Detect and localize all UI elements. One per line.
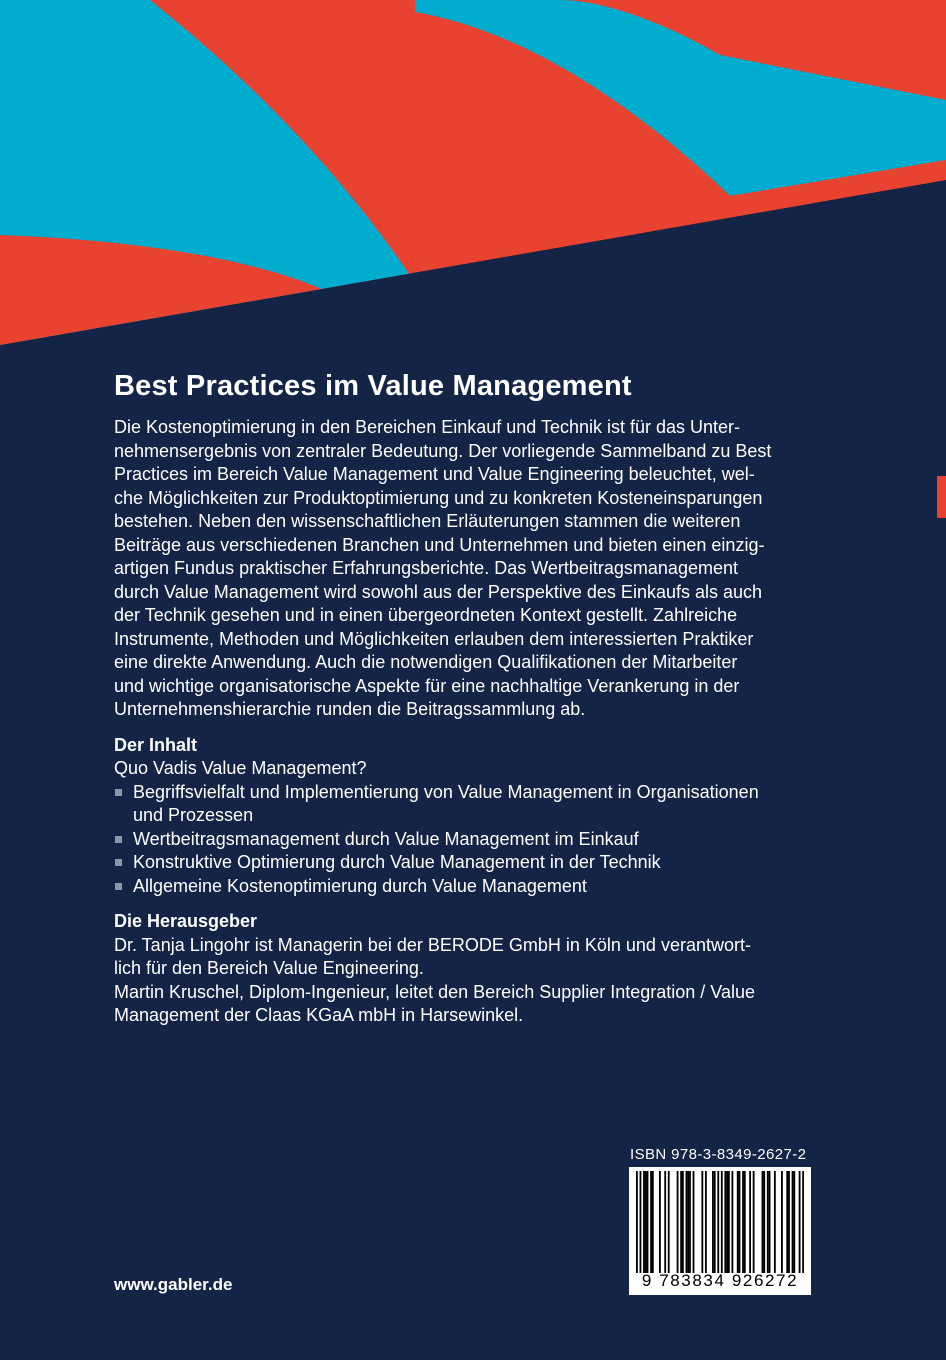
description-line: Die Kostenoptimierung in den Bereichen Einkauf und Technik ist für das Unter- <box>114 417 741 437</box>
barcode-bar <box>726 1171 728 1273</box>
square-bullet-icon <box>115 859 122 866</box>
barcode-bar <box>739 1171 741 1273</box>
description-line: Beiträge aus verschiedenen Branchen und Unternehmen und bieten einen einzig- <box>114 534 765 555</box>
editors-line: lich für den Bereich Value Engineering. <box>114 958 424 978</box>
barcode-bar <box>650 1171 652 1273</box>
barcode-bar <box>717 1171 719 1273</box>
barcode-bar <box>793 1171 795 1273</box>
barcode-bar <box>724 1171 726 1273</box>
barcode <box>629 1167 811 1295</box>
description-line: Instrumente, Methoden und Möglichkeiten erlauben dem interessierten Praktiker <box>114 628 754 649</box>
barcode-bar <box>659 1171 661 1273</box>
barcode-bar <box>749 1171 751 1273</box>
barcode-bar <box>737 1171 739 1273</box>
contents-item-text: Allgemeine Kostenoptimierung durch Value Management <box>133 875 587 896</box>
contents-list <box>114 781 814 899</box>
editors-line: Martin Kruschel, Diplom-Ingenieur, leitet den Bereich Supplier Integration / Value <box>114 981 756 1002</box>
contents-item-text: Konstruktive Optimierung durch Value Management in der Technik <box>133 852 661 872</box>
barcode-bar <box>744 1171 746 1273</box>
barcode-bar <box>792 1171 794 1273</box>
contents-item <box>114 781 814 828</box>
barcode-bar <box>686 1171 688 1273</box>
square-bullet-icon <box>115 836 122 843</box>
barcode-bar <box>728 1171 730 1273</box>
barcode-bar <box>712 1171 714 1273</box>
book-title: Best Practices im Value Management <box>114 370 632 402</box>
square-bullet-icon <box>115 789 122 796</box>
barcode-bar <box>705 1171 707 1273</box>
barcode-bar <box>680 1171 682 1273</box>
description-paragraph <box>114 416 814 722</box>
side-accent-tab <box>937 476 946 518</box>
description-line: nehmensergebnis von zentraler Bedeutung. Der vorliegende Sammelband zu Best <box>114 440 772 461</box>
barcode-bar <box>689 1171 691 1273</box>
contents-item <box>114 875 814 899</box>
editors-line: Dr. Tanja Lingohr ist Managerin bei der BERODE GmbH in Köln und verantwort- <box>114 934 751 955</box>
description-line: artigen Fundus praktischer Erfahrungsberichte. Das Wertbeitragsmanagement <box>114 558 738 578</box>
barcode-bar <box>781 1171 783 1273</box>
description-line: der Technik gesehen und in einen übergeordneten Kontext gestellt. Zahlreiche <box>114 605 738 625</box>
barcode-bar <box>742 1171 744 1273</box>
square-bullet-icon <box>115 883 122 890</box>
barcode-bar <box>714 1171 716 1273</box>
barcode-bar <box>774 1171 776 1273</box>
barcode-bar <box>788 1171 790 1273</box>
barcode-bar <box>677 1171 679 1273</box>
barcode-bar <box>753 1171 755 1273</box>
editors-heading: Die Herausgeber <box>114 911 258 931</box>
contents-intro: Quo Vadis Value Management? <box>114 758 367 778</box>
barcode-bar <box>687 1171 689 1273</box>
barcode-bar <box>693 1171 695 1273</box>
barcode-bar <box>802 1171 804 1273</box>
contents-item <box>114 828 814 852</box>
barcode-bar <box>769 1171 771 1273</box>
cover-art-graphic <box>0 0 946 360</box>
barcode-bar <box>731 1171 733 1273</box>
barcode-bar <box>647 1171 649 1273</box>
barcode-bar <box>664 1171 666 1273</box>
description-line: eine direkte Anwendung. Auch die notwendigen Qualifikationen der Mitarbeiter <box>114 652 738 672</box>
contents-item <box>114 851 814 875</box>
contents-item-text: Begriffsvielfalt und Implementierung von Value Management in Organisationen <box>133 781 759 802</box>
barcode-bar <box>763 1171 765 1273</box>
isbn-label: ISBN 978-3-8349-2627-2 <box>630 1146 807 1163</box>
publisher-website: www.gabler.de <box>114 1275 233 1294</box>
barcode-bar <box>762 1171 764 1273</box>
barcode-bar <box>721 1171 723 1273</box>
barcode-bar <box>652 1171 654 1273</box>
description-line: bestehen. Neben den wissenschaftlichen Erläuterungen stammen die weiteren <box>114 511 741 531</box>
barcode-bar <box>799 1171 801 1273</box>
description-line: Unternehmenshierarchie runden die Beitragssammlung ab. <box>114 699 586 719</box>
editors-text <box>114 934 814 1028</box>
description-line: durch Value Management wird sowohl aus der Perspektive des Einkaufs als auch <box>114 581 763 602</box>
barcode-bar <box>682 1171 684 1273</box>
back-cover-text <box>114 366 814 1028</box>
editors-line: Management der Claas KGaA mbH in Harsewinkel. <box>114 1005 524 1025</box>
description-line: che Möglichkeiten zur Produktoptimierung und zu konkreten Kosteneinsparungen <box>114 487 763 508</box>
barcode-bar <box>668 1171 670 1273</box>
description-line: Practices im Bereich Value Management und Value Engineering beleuchtet, wel- <box>114 464 755 484</box>
description-line: und wichtige organisatorische Aspekte für eine nachhaltige Verankerung in der <box>114 675 740 696</box>
barcode-digits: 9 783834 926272 <box>641 1271 799 1290</box>
contents-item-text: und Prozessen <box>133 805 254 825</box>
contents-item-text: Wertbeitragsmanagement durch Value Management im Einkauf <box>133 828 639 849</box>
barcode-bar <box>701 1171 703 1273</box>
barcode-bar <box>640 1171 642 1273</box>
contents-heading: Der Inhalt <box>114 734 198 755</box>
barcode-bar <box>645 1171 647 1273</box>
barcode-bar <box>643 1171 645 1273</box>
barcode-bar <box>767 1171 769 1273</box>
barcode-bar <box>636 1171 638 1273</box>
barcode-bar <box>786 1171 788 1273</box>
barcode-bars <box>636 1171 804 1273</box>
